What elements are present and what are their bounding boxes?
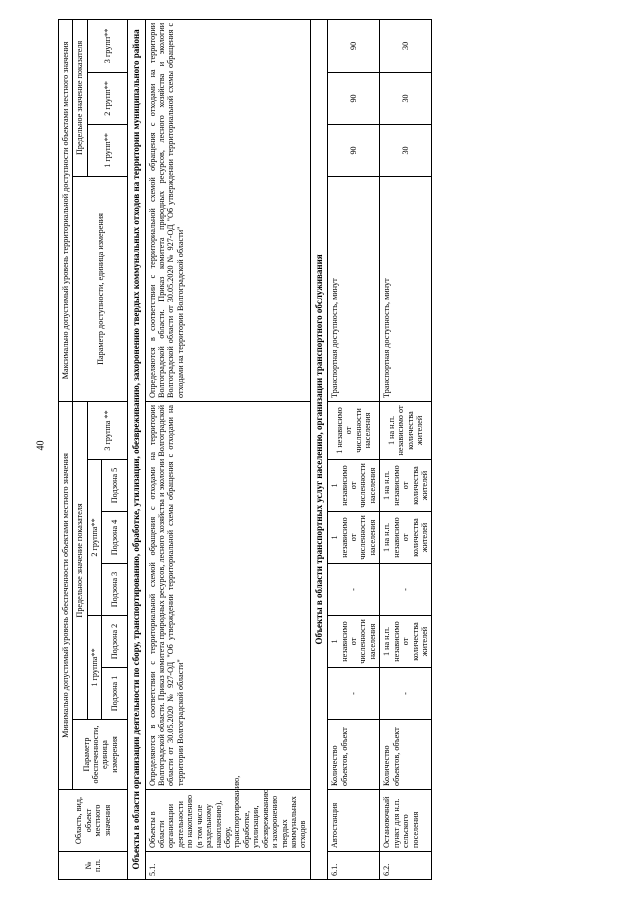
row-object-name: Автостанция <box>328 790 380 852</box>
header-access-group-2: 2 групп** <box>87 72 127 124</box>
row-subzone-5: 1 на н.п. независимо от количества жителей <box>380 460 432 512</box>
header-access-group-3: 3 групп** <box>87 19 127 72</box>
header-subzone-1: Подзона 1 <box>102 668 128 720</box>
row-param: Количество объектов, объект <box>380 720 432 790</box>
row-object-name: Остановочный пункт для н.п. сельского поселения <box>380 790 432 852</box>
header-no: № п.п. <box>59 852 128 880</box>
row-subzone-4: 1 независимо от численности населения <box>328 512 380 564</box>
table-row <box>328 19 380 879</box>
norms-table <box>58 19 432 880</box>
row-access-text: Определяются в соответствии с территориальной схемой обращения с отходами на территории Волгоградской области. Приказ комитета природных ресурсов, лесного хозяйства и экологии Волгоградской области от 30.05.2020 № 927-ОД "Об утверждении территориальной схемы обращения с отходами на территории Волгоградской области" <box>145 19 310 401</box>
header-max-level: Максимально допустимый уровень территориальной доступности объектами местного значения <box>59 19 73 401</box>
row-subzone-1: - <box>328 668 380 720</box>
header-group-3: 3 группа ** <box>87 401 127 459</box>
section-5-title: Объекты в области организации деятельности по сбору, транспортированию, обработке, утилизации, обезвреживанию, захоронению твердых коммунальных отходов на территории муниципального района <box>128 19 145 879</box>
header-param-provision: Параметр обеспеченности, единица измерения <box>73 720 128 790</box>
row-access-2: 30 <box>380 72 432 124</box>
row-access-3: 30 <box>380 19 432 72</box>
header-subzone-4: Подзона 4 <box>102 512 128 564</box>
row-group-3: 1 независимо от численности населения <box>328 401 380 459</box>
row-subzone-5: 1 независимо от численности населения <box>328 460 380 512</box>
row-provision-text: Определяются в соответствии с территориальной схемой обращения с отходами на территории Волгоградской области. Приказ комитета природных ресурсов, лесного хозяйства и экологии Волгоградской области от 30.05.2020 № 927-ОД "Об утверждении территориальной схемы обращения с отходами на территории Волгоградской области" <box>145 401 310 789</box>
row-access-2: 90 <box>328 72 380 124</box>
header-param-access: Параметр доступности, единица измерения <box>73 176 128 401</box>
header-access-group-1: 1 групп** <box>87 124 127 176</box>
section-6-title: Объекты в области транспортных услуг населению, организации транспортного обслуживания <box>310 19 327 879</box>
row-access-param: Транспортная доступность, минут <box>328 176 380 401</box>
header-subzone-5: Подзона 5 <box>102 460 128 512</box>
row-number: 5.1. <box>145 852 310 880</box>
table-row <box>145 19 310 879</box>
row-subzone-4: 1 на н.п. независимо от количества жителей <box>380 512 432 564</box>
header-group-1: 1 группа** <box>87 616 101 720</box>
header-min-level: Минимально допустимый уровень обеспеченности объектами местного значения <box>59 401 73 789</box>
header-subzone-3: Подзона 3 <box>102 564 128 616</box>
header-limit-access: Предельное значение показателя <box>73 19 87 176</box>
row-access-1: 90 <box>328 124 380 176</box>
row-subzone-3: - <box>328 564 380 616</box>
rotated-table-wrapper <box>58 20 598 880</box>
header-limit-provision: Предельное значение показателя <box>73 401 87 719</box>
page-number: 40 <box>35 440 47 451</box>
row-param: Количество объектов, объект <box>328 720 380 790</box>
header-subzone-2: Подзона 2 <box>102 616 128 668</box>
row-subzone-2: 1 независимо от численности населения <box>328 616 380 668</box>
row-access-param: Транспортная доступность, минут <box>380 176 432 401</box>
row-access-3: 90 <box>328 19 380 72</box>
header-group-2: 2 группа** <box>87 460 101 616</box>
table-row <box>380 19 432 879</box>
row-group-3: 1 на н.п. независимо от количества жителей <box>380 401 432 459</box>
row-access-1: 30 <box>380 124 432 176</box>
row-subzone-2: 1 на н.п. независимо от количества жителей <box>380 616 432 668</box>
row-subzone-3: - <box>380 564 432 616</box>
header-area: Область, вид, объект местного значения <box>59 790 128 852</box>
row-object-name: Объекты в области организации деятельности по накоплению (в том числе раздельному накоплению), сбору, транспортированию, обработке, утилизации, обезвреживанию и захоронению твердых коммунальных отходов <box>145 790 310 852</box>
row-number: 6.1. <box>328 852 380 880</box>
row-number: 6.2. <box>380 852 432 880</box>
row-subzone-1: - <box>380 668 432 720</box>
